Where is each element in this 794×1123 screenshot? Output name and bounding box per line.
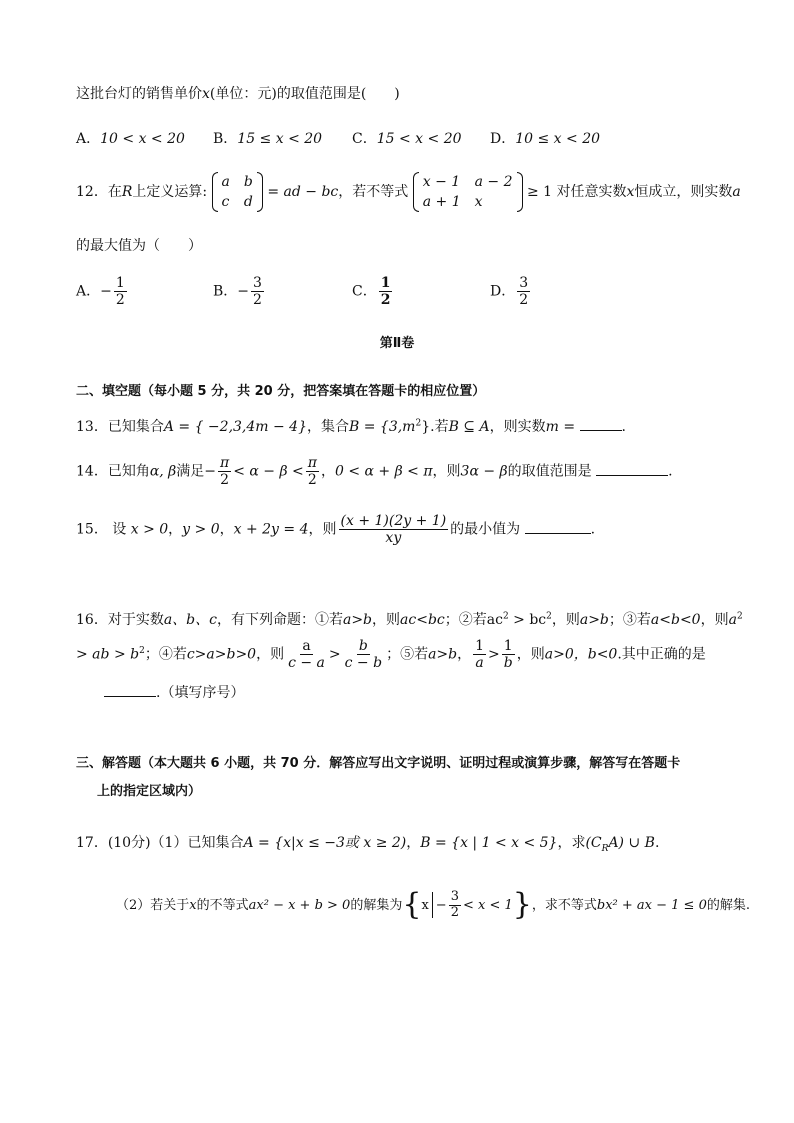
denominator: 2 [220,472,230,489]
left-brace-icon: { [402,887,422,923]
q16-text: ；④若 [144,646,187,663]
q12-text: 在 [107,184,122,200]
q16-text: ；③若 [608,612,651,628]
q17-text: 的解集为 [350,897,403,913]
q11-var: x [202,86,210,102]
q16-sup: 2 [139,645,145,656]
q16-fraction [343,638,384,671]
q11-option-d[interactable] [490,128,600,148]
solve-heading-line2: 上的指定区域内） [97,784,202,799]
denominator: 2 [519,292,529,309]
q13-condition: B ⊆ A [448,419,490,435]
q17-part2 [116,887,750,923]
q11-stem-tail: (单位：元)的取值范围是( ) [209,86,400,102]
numerator: (x + 1)(2y + 1) [340,513,447,529]
q12-stem-line2: 的最大值为（ ） [76,238,202,254]
q16-answer-blank[interactable] [104,684,156,697]
q16-sup: 2 [502,611,509,622]
q12-matrix-def [212,172,263,212]
option-sign: − [237,283,250,300]
right-brace-icon: } [512,887,532,923]
numerator: π [307,455,317,471]
q11-option-b[interactable] [213,128,322,148]
q13-answer-blank[interactable] [580,418,622,431]
q16-expr: a>b [579,612,609,628]
q17-end: . [654,835,660,851]
q12-option-c[interactable] [352,275,394,308]
q16-text: .（填写序号） [156,685,245,701]
q17-fraction [449,890,461,921]
option-fraction [114,275,127,308]
matrix-right-bracket [257,172,263,212]
denominator: a [475,655,484,672]
q14-sep: ， [320,463,335,480]
q16-line2: > ab > $b^2$；④若c>a>b>0，则 $\frac{a}{c - a}$ > $\frac{b}{c - b}$ ；⑤若a>b， $\frac{1}{a}$ > $\frac{1}{b}$ ，则a>0，b<0.其中正确的是 [76,638,706,672]
matrix-cell: a [221,174,230,190]
q14 [76,455,673,488]
option-fraction [379,275,393,308]
q12-a: a [732,184,741,200]
q16-vars: a、b、c [163,612,217,628]
q12-text: 上定义运算: [132,184,208,200]
matrix-cell: a + 1 [422,194,461,210]
q11-option-a[interactable] [76,128,185,148]
q16-expr: a>b [428,646,458,663]
q17-text: ，求不等式 [531,897,597,913]
denominator: c − a [288,655,325,672]
q12-text: ，若不等式 [338,184,409,200]
q17-x: x [189,897,197,913]
option-text: 10 < x < 20 [100,131,185,147]
q13-text: ，集合 [307,419,349,435]
q17-expr: (C [585,835,602,851]
option-text: 15 < x < 20 [376,131,462,147]
q13-set-b-end: }. [421,419,435,435]
q15-cond1: x > 0 [130,521,169,538]
q11-option-c[interactable] [352,128,462,148]
q15-cond3: x + 2y = 4 [233,521,309,538]
q16-text: ，则 [372,612,401,628]
q12-matrix-ineq [413,172,523,212]
q16-fraction [473,638,486,671]
numerator: 3 [519,275,529,291]
q16-expr: > bc [508,612,547,628]
q17-ineq2: bx² + ax − 1 ≤ 0 [596,897,707,913]
set-bar-icon [432,892,433,918]
option-label: D． [490,131,516,147]
option-label: A． [76,131,101,147]
q16-expr: a<b<0 [650,612,701,628]
option-text: 10 ≤ x < 20 [515,131,601,147]
q16-text: ；⑤若 [386,646,429,663]
q14-condition: 0 < α + β < π [334,463,433,480]
q14-fraction [306,455,319,488]
q12-text: 对任意实数 [556,184,627,200]
q16-gt: > [488,646,500,663]
q15-number: 15． [76,521,108,538]
denominator: c − b [344,655,383,672]
q14-answer-blank[interactable] [596,463,668,476]
numerator: 1 [380,275,391,291]
q17-neg: − [435,897,447,913]
matrix-cell: x [474,194,483,210]
denominator: b [503,655,513,672]
q11-stem [76,83,400,103]
q16-number: 16． [76,612,108,628]
q16-text: ，则 [256,646,285,663]
q14-text: 已知角 [107,463,150,480]
q16-text: ，有下列命题：①若 [216,612,343,628]
q17-set-a: A = {x|x ≤ −3或 x ≥ 2) [243,835,407,851]
matrix-cell: b [243,174,253,190]
q16-expr: a>b [342,612,373,628]
q16-gt: > [328,646,341,663]
q17-set-b: B = {x | 1 < x < 5} [420,835,558,851]
matrix-cell: d [243,194,253,210]
numerator: 3 [450,889,459,904]
q13-set-b: B = {3,m [349,419,416,435]
numerator: π [220,455,230,471]
q17-set-var: x [421,897,429,913]
denominator: 2 [115,292,125,309]
q16-expr: a [728,612,737,628]
q12-def-expr: = ad − bc [267,184,339,200]
q16-text: ；②若 [444,612,487,628]
q16-text: .其中正确的是 [617,646,706,663]
denominator: xy [385,530,402,547]
numerator: a [302,638,311,654]
q17-text: （2）若关于 [116,897,190,913]
q14-expr: 3α − β [460,463,508,480]
q16-text: ，则 [516,646,545,663]
q12-stem [76,172,741,212]
denominator: 2 [307,472,317,489]
denominator: 2 [380,292,391,309]
q16-expr: c>a>b>0 [186,646,257,663]
q15-fraction [339,513,449,546]
q12-x: x [626,184,635,200]
q16-fraction [286,638,327,671]
q16-line3 [104,682,244,702]
option-text: 15 ≤ x < 20 [237,131,323,147]
q14-neg: − [204,463,217,480]
q15-text: ，则 [308,521,337,538]
fill-in-heading: 二、填空题（每小题 5 分，共 20 分，把答案填在答题卡的相应位置） [76,384,486,399]
q16-text: ，则 [551,612,580,628]
numerator: b [358,638,368,654]
denominator: 2 [450,904,459,920]
q12-number: 12． [76,184,108,200]
q13-text: ，则实数 [489,419,546,435]
q16-text: 对于实数 [107,612,164,628]
q16-expr: ac<bc [400,612,445,628]
q12-text: 恒成立，则实数 [634,184,733,200]
denominator: 2 [253,292,262,309]
q11-stem-text: 这批台灯的销售单价 [76,86,202,102]
q13-end: . [621,419,626,435]
q17-number: 17．(10分)（1）已知集合 [76,835,244,851]
q13 [76,416,626,436]
q15: 15． 设 x > 0，y > 0，x + 2y = 4，则 $\frac{(x + 1)(2y + 1)}{xy}$ 的最小值为 . [76,513,596,547]
matrix-cell: c [221,194,230,210]
option-label: B． [213,283,238,300]
q13-number: 13． [76,419,108,435]
q16-fraction [502,638,515,671]
q16-expr: a>0，b<0 [544,646,618,663]
option-label: C． [352,131,377,147]
q12-option-a[interactable] [76,275,129,308]
q14-fraction [218,455,231,488]
matrix-cell: a − 2 [474,174,513,190]
q15-text: 的最小值为 [450,521,521,538]
q14-end: . [668,463,673,480]
solve-heading: 三、解答题（本大题共 6 小题，共 70 分．解答应写出文字说明、证明过程或演算步骤，解答写在答题卡 [76,756,681,771]
q17-sep: ， [406,835,421,851]
q16-expr: ac [486,612,503,628]
q14-middle: < α − β < [233,463,304,480]
q13-text: 若 [434,419,449,435]
q16-line1 [76,609,743,629]
q17-text: 的不等式 [196,897,249,913]
q14-text: ，则 [432,463,461,480]
q15-cond2: y > 0 [182,521,220,538]
numerator: 3 [253,275,262,291]
q14-number: 14． [76,463,108,480]
q16-sup: 2 [546,611,552,622]
q12-ge: ≥ 1 [526,184,553,200]
numerator: 1 [503,638,513,654]
q15-answer-blank[interactable] [525,521,591,534]
matrix-cell: x − 1 [422,174,461,190]
numerator: 1 [475,638,485,654]
q15-text: 设 [112,521,127,538]
q14-text: 的取值范围是 [507,463,592,480]
q13-sup: 2 [415,418,422,429]
q12-option-b[interactable] [213,275,266,308]
q17-ineq1: ax² − x + b > 0 [248,897,351,913]
q16-expr: > ab > b [76,646,140,663]
section-title: 第Ⅱ卷 [379,336,415,351]
q17-text: 的解集. [706,897,750,913]
q17-part1 [76,832,659,854]
q17-range: < x < 1 [462,897,513,913]
q15-end: . [590,521,596,538]
q13-m: m = [545,419,576,435]
option-label: C． [352,283,377,300]
q12-option-d[interactable] [490,275,532,308]
option-sign: − [100,283,112,300]
q14-angles: α, β [149,463,177,480]
q17-expr2: A) ∪ B [608,835,655,851]
q13-text: 已知集合 [107,419,164,435]
q16-text: ，则 [700,612,729,628]
q14-text: 满足 [176,463,205,480]
numerator: 1 [115,275,125,291]
option-label: D． [490,283,516,300]
q13-set-a: A = { −2,3,4m − 4} [163,419,307,435]
option-fraction [517,275,530,308]
q12-R: R [121,184,133,200]
option-label: A． [76,283,101,300]
q17-sub: R [601,843,609,854]
q16-sup: 2 [736,611,743,622]
option-label: B． [213,131,238,147]
matrix-right-bracket [517,172,523,212]
q17-text: ，求 [557,835,586,851]
option-fraction [251,275,264,308]
